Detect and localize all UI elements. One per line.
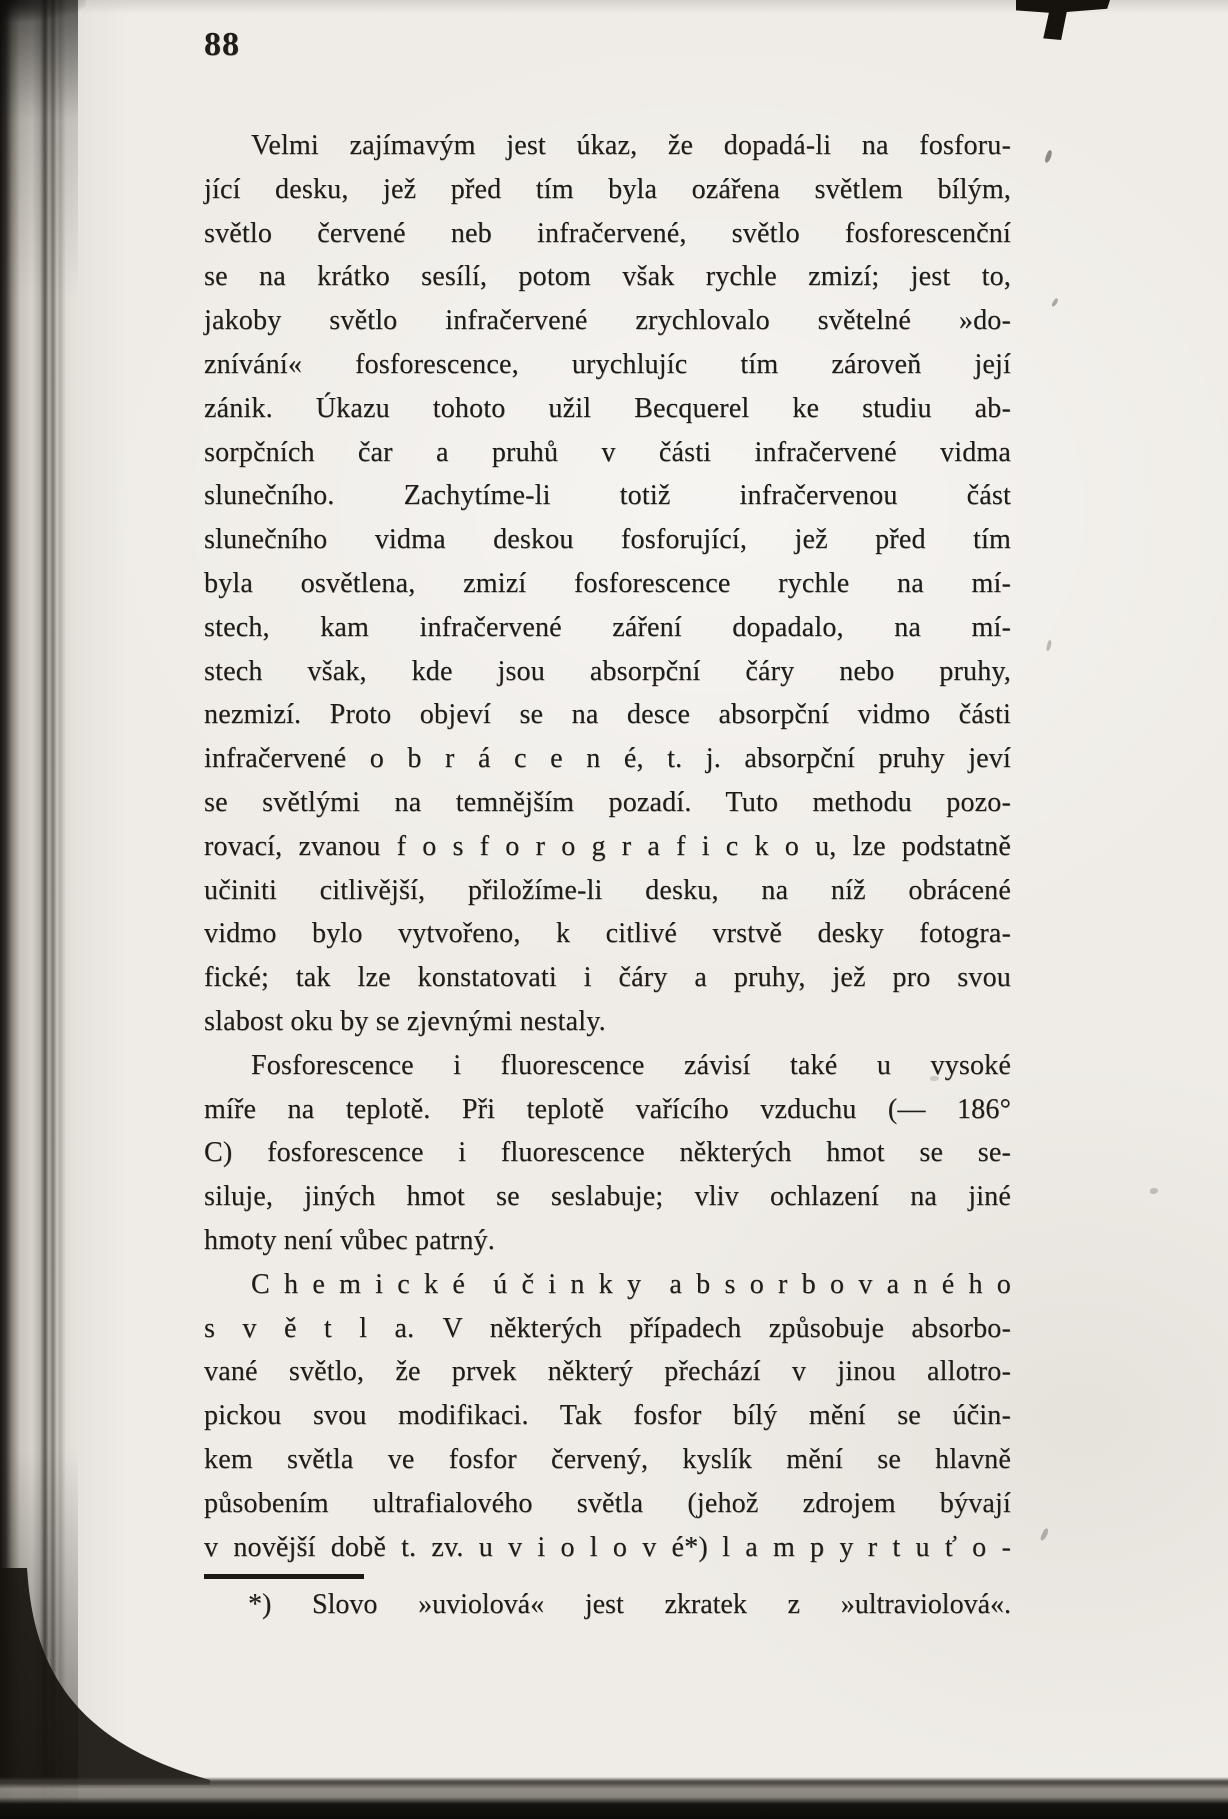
page-number: 88	[204, 26, 240, 63]
text-line: učiniti citlivější, přiložíme-li desku, na níž obrácené	[204, 874, 1011, 906]
text-line: jící desku, jež před tím byla ozářena světlem bílým,	[204, 173, 1011, 205]
smudge-mark	[1051, 298, 1059, 308]
text-line: vidmo bylo vytvořeno, k citlivé vrstvě desky fotogra-	[204, 918, 1011, 950]
text-line: nezmizí. Proto objeví se na desce absorpční vidmo části	[204, 699, 1011, 731]
text-block	[204, 124, 1011, 1569]
text-line: Velmi zajímavým jest úkaz, že dopadá-li na fosforu-	[251, 130, 1011, 161]
smudge-mark	[1040, 1528, 1050, 1542]
text-line: jakoby světlo infračervené zrychlovalo světelné »do-	[204, 305, 1011, 337]
smudge-mark	[1044, 150, 1053, 164]
text-line: znívání« fosforescence, urychlujíc tím zároveň její	[204, 348, 1011, 380]
text-line: v novější době t. zv. u v i o l o v é*) l a m p y r t u ť o -	[204, 1531, 1011, 1563]
scan-bottom-edge	[0, 1777, 1228, 1819]
text-line: se na krátko sesílí, potom však rychle zmizí; jest to,	[204, 261, 1011, 293]
text-line: sorpčních čar a pruhů v části infračervené vidma	[204, 436, 1011, 468]
text-line: působením ultrafialového světla (jehož zdrojem bývají	[204, 1487, 1011, 1519]
text-line: stech však, kde jsou absorpční čáry nebo pruhy,	[204, 655, 1011, 687]
page-corner-curve	[0, 1568, 210, 1785]
text-line: byla osvětlena, zmizí fosforescence rychle na mí-	[204, 567, 1011, 599]
text-line: infračervené o b r á c e n é, t. j. absorpční pruhy jeví	[204, 743, 1011, 775]
text-line: vané světlo, že prvek některý přechází v jinou allotro-	[204, 1356, 1011, 1388]
text-line: stech, kam infračervené záření dopadalo, na mí-	[204, 611, 1011, 643]
text-line: pickou svou modifikaci. Tak fosfor bílý mění se účin-	[204, 1400, 1011, 1432]
text-line: světlo červené neb infračervené, světlo fosforescenční	[204, 217, 1011, 249]
text-line: se světlými na temnějším pozadí. Tuto methodu pozo-	[204, 786, 1011, 818]
text-line: s v ě t l a. V některých případech způsobuje absorbo-	[204, 1312, 1011, 1344]
text-line: fické; tak lze konstatovati i čáry a pruhy, jež pro svou	[204, 962, 1011, 994]
scan-corner-top-left	[0, 0, 86, 22]
text-line: míře na teplotě. Při teplotě vařícího vzduchu (— 186°	[204, 1093, 1011, 1125]
book-gutter-shadow	[0, 0, 78, 1819]
text-line: C) fosforescence i fluorescence některých hmot se se-	[204, 1137, 1011, 1169]
text-line: C h e m i c k é ú č i n k y a b s o r b o v a n é h o	[251, 1268, 1011, 1300]
text-line: slunečního. Zachytíme-li totiž infračervenou část	[204, 480, 1011, 512]
smudge-mark	[1046, 640, 1052, 652]
ink-mark-top-right	[1016, 0, 1110, 40]
text-line: rovací, zvanou f o s f o r o g r a f i c k o u, lze podstatně	[204, 830, 1011, 862]
text-line: kem světla ve fosfor červený, kyslík mění se hlavně	[204, 1443, 1011, 1475]
footnote: *) Slovo »uviolová« jest zkratek z »ultraviolová«.	[248, 1589, 1011, 1620]
text-line: zánik. Úkazu tohoto užil Becquerel ke studiu ab-	[204, 392, 1011, 424]
text-line: slabost oku by se zjevnými nestaly.	[204, 1005, 606, 1037]
footnote-separator	[204, 1574, 364, 1579]
smudge-mark	[1150, 1188, 1158, 1194]
text-line: slunečního vidma deskou fosforující, jež před tím	[204, 524, 1011, 556]
text-line: siluje, jiných hmot se seslabuje; vliv ochlazení na jiné	[204, 1181, 1011, 1213]
text-line: hmoty není vůbec patrný.	[204, 1224, 495, 1256]
text-line: Fosforescence i fluorescence závisí také u vysoké	[251, 1049, 1011, 1081]
